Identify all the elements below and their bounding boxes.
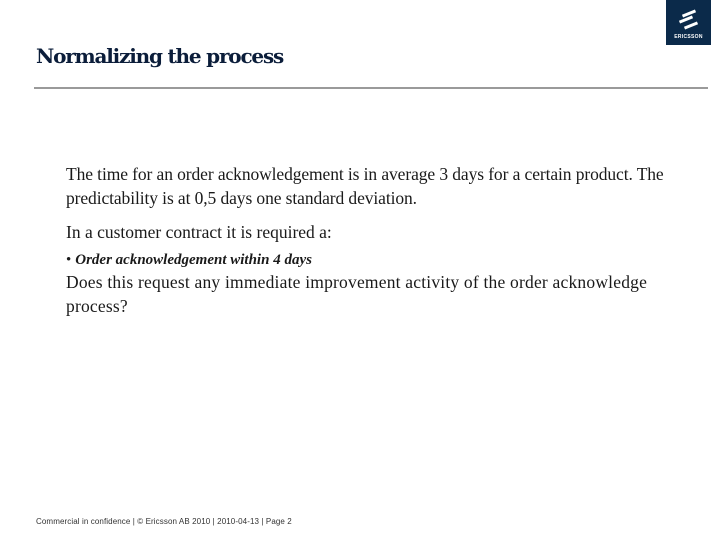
- body-paragraph-1: The time for an order acknowledgement is in average 3 days for a certain product. The predictability is at 0,5 days one standard deviation.: [66, 164, 664, 208]
- slide-footer: Commercial in confidence | © Ericsson AB 2010 | 2010-04-13 | Page 2: [36, 517, 292, 526]
- slide-title: Normalizing the process: [36, 44, 284, 68]
- body-paragraph-2: In a customer contract it is required a:: [66, 222, 332, 242]
- bullet-text: Order acknowledgement within 4 days: [75, 252, 312, 268]
- body-paragraph-3: Does this request any immediate improvement activity of the order acknowledge process?: [66, 272, 648, 316]
- logo-stripe-icon: [684, 21, 698, 29]
- bullet-marker: •: [66, 252, 72, 268]
- logo-stripe-icon: [679, 15, 693, 23]
- ericsson-logo: [666, 0, 711, 45]
- bullet-item: [66, 250, 666, 270]
- logo-wordmark: ERICSSON: [674, 34, 703, 40]
- title-divider: [34, 87, 708, 89]
